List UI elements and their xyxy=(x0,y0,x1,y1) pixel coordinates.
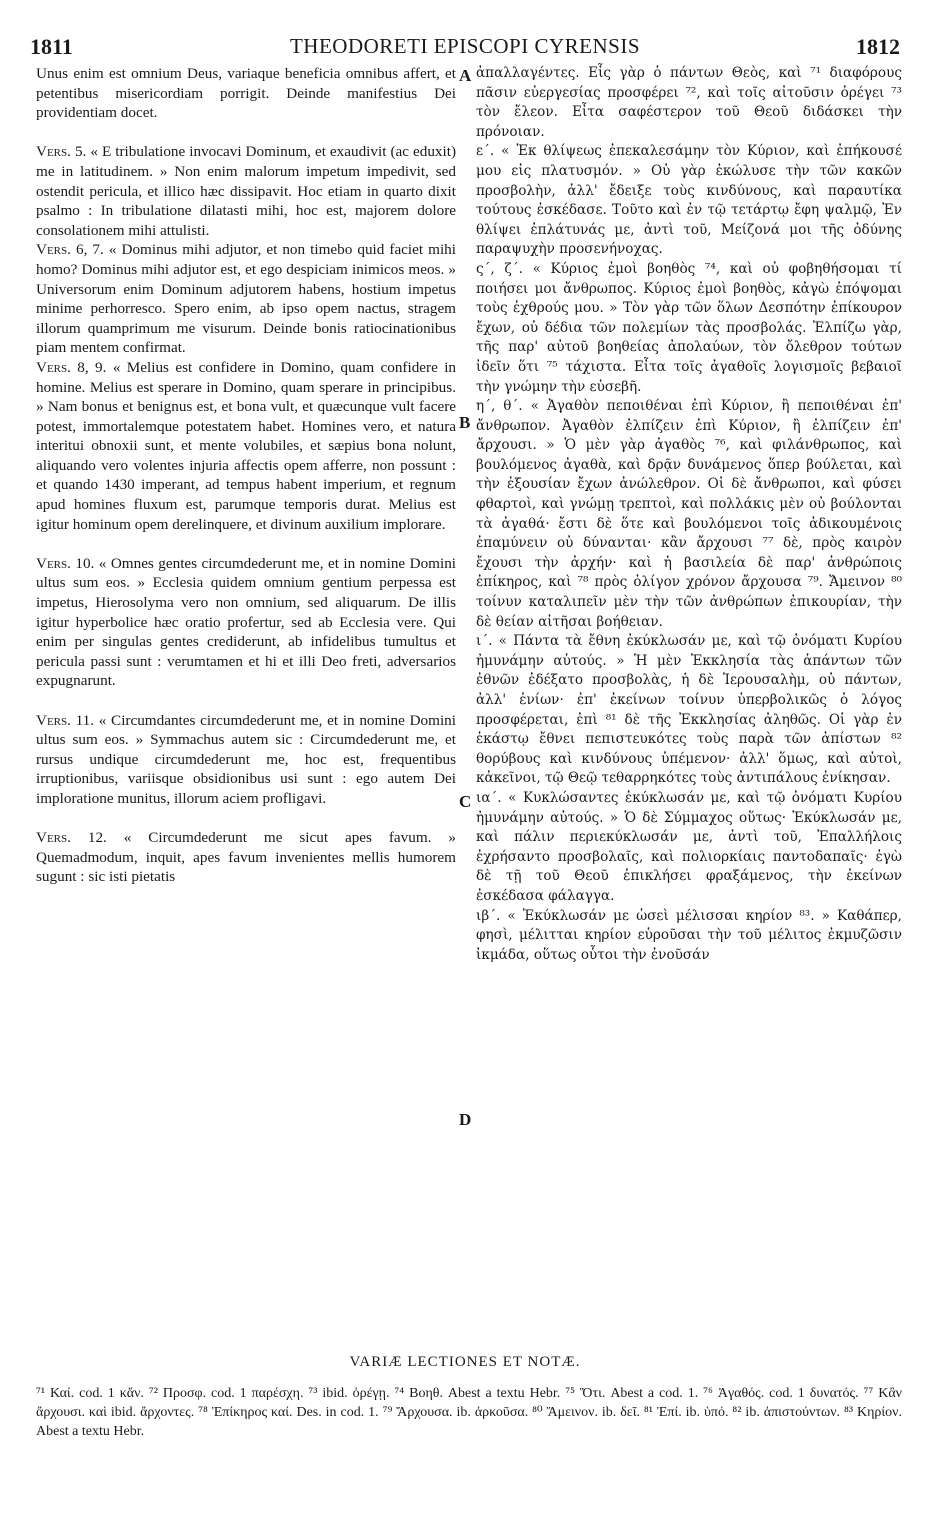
greek-column xyxy=(476,64,902,965)
latin-paragraph xyxy=(36,358,456,534)
verse-label: Vers. 12. xyxy=(36,829,107,847)
verse-label: Vers. 8, 9. xyxy=(36,358,107,376)
latin-paragraph xyxy=(36,64,456,123)
running-title: THEODORETI EPISCOPI CYRENSIS xyxy=(289,34,641,58)
greek-paragraph xyxy=(476,632,902,789)
verse-label: Vers. 6, 7. xyxy=(36,241,104,259)
latin-paragraph xyxy=(36,142,456,240)
greek-paragraph xyxy=(476,397,902,632)
latin-paragraph xyxy=(36,711,456,809)
paragraph-text: « Dominus mihi adjutor, et non timebo quid faciet mihi homo? Dominus mihi adjutor est, et ego despiciam inimicos meos. » Universorum enim Dominum adjutorem habens, hostium impetus minime perhorresco. Spero enim, ab ipso opem nactus, stragem illorum quamprimum me visurum. Deinde bonis ratiocinationibus piam mentem confirmat. xyxy=(36,241,456,357)
latin-paragraph xyxy=(36,828,456,887)
page-number-right: 1812 xyxy=(856,34,900,59)
greek-paragraph xyxy=(476,260,902,397)
paragraph-text: « Circumdantes circumdederunt me, et in nomine Domini ultus sum eos. » Symmachus autem sic : Circumdederunt me, et rursus undique circumdederunt me, hoc est, frequentibus irruptionibus, variisque obsidionibus usi sunt : ego autem Dei imploratione munitus, illorum aciem profligavi. xyxy=(36,711,456,807)
margin-letter-b: B xyxy=(459,413,471,432)
margin-letter-a: A xyxy=(459,66,472,85)
page-header xyxy=(30,34,900,62)
margin-letter-d: D xyxy=(459,1110,472,1129)
paragraph-text: ιβ΄. « Ἐκύκλωσάν με ὡσεὶ μέλισσαι κηρίον ⁸³. » Καθάπερ, φησὶ, μέλιτται κηρίον εὑροῦσαι τὴν τοῦ μέλιτος ἐκμυζῶσιν ἰκμάδα, οὕτως οὗτοι τὴν ἐνοῦσάν xyxy=(476,907,902,963)
paragraph-text: η΄, θ΄. « Ἀγαθὸν πεποιθέναι ἐπὶ Κύριον, ἢ πεποιθέναι ἐπ' ἄνθρωπον. Ἀγαθὸν ἐλπίζειν ἐπὶ Κύριον, ἢ ἐλπίζειν ἐπ' ἄρχουσι. » Ὁ μὲν γὰρ ἀγαθὸς ⁷⁶, καὶ φιλάνθρωπος, καὶ βουλόμενος ἀγαθὰ, καὶ δρᾷν δυνάμενος ὅπερ βούλεται, καὶ τὴν ἐξουσίαν ἔχων ἀνώλεθρον. Οἱ δὲ ἄνθρωποι, καὶ φύσει φθαρτοὶ, καὶ γνώμῃ τρεπτοὶ, καὶ πολλάκις μὲν οὐ βούλονται τὰ ἀγαθά· ἔστι δὲ ὅτε καὶ βουλόμενοι τοῖς ἀδικουμένοις ἐπαμύνειν οὐ δύνανται· κἂν ἄρχουσι ⁷⁷ δὲ, πρὸς καιρὸν ἔχουσι τὴν ἀρχήν· καὶ ἡ βασιλεία δὲ παρ' ἀνθρώποις ἐπίκηρος, καὶ ⁷⁸ πρὸς ὀλίγον χρόνον ἄρχουσα ⁷⁹. Ἄμεινον ⁸⁰ τοίνυν καταλιπεῖν μὲν τὴν τῶν ἀνθρώπων ἐπικουρίαν, τὴν δὲ θείαν αἰτῆσαι βοήθειαν. xyxy=(476,398,902,630)
latin-paragraph xyxy=(36,240,456,358)
paragraph-text: « Melius est confidere in Domino, quam confidere in homine. Melius est sperare in Domino, quam sperare in principibus. » Nam bonus et benignus est, et bona vult, et quæcunque vult facere potest, immortalemque potestatem habet. Homines vero, et natura interitui obnoxii sunt, et mente volubiles, et sæpius bona nolunt, aliquando vero volentes injuria affectis opem afferre, non possunt : et quando 1430 imperant, ad tempus habent imperium, et regnum apud homines fluxum est, parumque temporis durat. Melius est igitur hominum opem derelinquere, et divinum auxilium implorare. xyxy=(36,358,457,533)
page-number-left: 1811 xyxy=(30,34,73,59)
greek-paragraph xyxy=(476,907,902,966)
latin-gap xyxy=(36,123,456,143)
latin-column xyxy=(36,64,456,887)
margin-letter-c: C xyxy=(459,792,472,811)
notes-title: VARIÆ LECTIONES ET NOTÆ. xyxy=(349,1354,581,1370)
latin-paragraph xyxy=(36,554,456,691)
paragraph-text: Unus enim est omnium Deus, variaque beneficia omnibus affert, et petentibus misericordiam porrigit. Deinde manifestius Dei providentiam docet. xyxy=(36,65,456,122)
paragraph-text: « Circumdederunt me sicut apes favum. » Quemadmodum, inquit, apes favum invenientes mellis humorem sugunt : sic isti pietatis xyxy=(36,829,456,886)
paragraph-text: « Omnes gentes circumdederunt me, et in nomine Domini ultus sum eos. » Ecclesia quidem omnium gentium perpessa est impetus, Hierosolyma vero non omnium, sed aliquarum. De illis igitur hyperbolice hæc oratio profertur, sed ab Ecclesia vere. Qui enim per singulas gentes crediderunt, ab infidelibus tumultus et pericula passi sunt : verumtamen et hi et illi Deo freti, adversarios expugnarunt. xyxy=(36,554,457,690)
latin-gap xyxy=(36,534,456,554)
paragraph-text: ι΄. « Πάντα τὰ ἔθνη ἐκύκλωσάν με, καὶ τῷ ὀνόματι Κυρίου ἠμυνάμην αὐτούς. » Ἡ μὲν Ἐκκλησία τὰς ἁπάντων τῶν ἐθνῶν ἐδέξατο προσβολὰς, ἡ δὲ Ἱερουσαλὴμ, οὐ πάντων, ἀλλ' ἐνίων· ἐπ' ἐκείνων τοίνυν ὑπερβολικῶς ὁ λόγος προσφέρεται, ἐπὶ ⁸¹ δὲ τῆς Ἐκκλησίας ἀληθῶς. Οἱ γὰρ ἐν ἑκάστῳ ἔθνει πεπιστευκότες τοὺς παρὰ τῶν ἀπίστων ⁸² θορύβους καὶ κινδύνους ὑπέμενον· ἀλλ' ὅμως, καὶ αὐτοὶ, κἀκεῖνοι, τῷ Θεῷ τεθαρρηκότες τοὺς ἀντιπάλους ἐνίκησαν. xyxy=(476,633,902,787)
paragraph-text: ς΄, ζ΄. « Κύριος ἐμοὶ βοηθὸς ⁷⁴, καὶ οὐ φοβηθήσομαι τί ποιήσει μοι ἄνθρωπος. Κύριος ἐμοὶ βοηθὸς, κἀγὼ ἐπόψομαι τοὺς ἐχθρούς μου. » Τὸν γὰρ τῶν ὅλων Δεσπότην ἐπίκουρον ἔχων, οὐ δέδια τῶν πολεμίων τὰς προσβολάς. Ἐλπίζω γὰρ, τῆς παρ' αὐτοῦ βοηθείας ἀπολαύων, τὸν ὄλεθρον τούτων ἰδεῖν ὅτι ⁷⁵ τάχιστα. Εἶτα τοῖς ἀγαθοῖς λογισμοῖς βεβαιοῖ τὴν γνώμην τὴν εὐσεβῆ. xyxy=(476,260,902,395)
verse-label: Vers. 10. xyxy=(36,554,95,572)
paragraph-text: « E tribulatione invocavi Dominum, et exaudivit (ac eduxit) me in latitudinem. » Non enim malorum impetum impedivit, sed ostendit pericula, et illico hæc dissipavit. Hoc etiam in quarto dixit psalmo : In tribulatione dilatasti mihi, hoc est, majorem dolore consolationem mihi attulisti. xyxy=(36,143,457,239)
latin-gap xyxy=(36,691,456,711)
notes-text: ⁷¹ Καί. cod. 1 κἄν. ⁷² Προσφ. cod. 1 παρέσχη. ⁷³ ibid. ὀρέγῃ. ⁷⁴ Βοηθ. Abest a textu Hebr. ⁷⁵ Ὅτι. Abest a cod. 1. ⁷⁶ Ἀγαθός. cod. 1 δυνατός. ⁷⁷ Κἂν ἄρχουσι. καὶ ibid. ἄρχοντες. ⁷⁸ Ἐπίκηρος καί. Des. in cod. 1. ⁷⁹ Ἄρχουσα. ib. ἀρκοῦσα. ⁸⁰ Ἄμεινον. ib. δεῖ. ⁸¹ Ἐπί. ib. ὑπό. ⁸² ib. ἀπιστούντων. ⁸³ Κηρίον. Abest a textu Hebr. xyxy=(36,1386,902,1439)
paragraph-text: ἀπαλλαγέντες. Εἷς γὰρ ὁ πάντων Θεὸς, καὶ ⁷¹ διαφόρους πᾶσιν εὐεργεσίας προσφέρει ⁷², καὶ τοῖς αἰτοῦσιν ὀρέγει ⁷³ τὸν ἔλεον. Εἶτα σαφέστερον τοῦ Θεοῦ διδάσκει τὴν πρόνοιαν. xyxy=(476,65,902,140)
paragraph-text: ια΄. « Κυκλώσαντες ἐκύκλωσάν με, καὶ τῷ ὀνόματι Κυρίου ἠμυνάμην αὐτούς. » Ὁ δὲ Σύμμαχος οὕτως· Ἐκύκλωσάν με, καὶ πάλιν περιεκύκλωσάν με, ἀντὶ τοῦ, Ἐπαλλήλοις ἐχρήσαντο προσβολαῖς, καὶ πολιορκίαις παντοδαπαῖς· ἐγὼ δὲ τῇ τοῦ Θεοῦ ἐπικλήσει φραξάμενος, τὴν ἐκείνων ἐσκέδασα φάλαγγα. xyxy=(476,789,902,904)
latin-gap xyxy=(36,809,456,829)
greek-paragraph xyxy=(476,789,902,907)
verse-label: Vers. 11. xyxy=(36,711,95,729)
verse-label: Vers. 5. xyxy=(36,143,87,161)
greek-paragraph xyxy=(476,64,902,142)
greek-paragraph xyxy=(476,142,902,260)
paragraph-text: ε΄. « Ἐκ θλίψεως ἐπεκαλεσάμην τὸν Κύριον, καὶ ἐπήκουσέ μου εἰς πλατυσμόν. » Οὐ γὰρ ἐκώλυσε τὴν τῶν κακῶν προσβολὴν, ἀλλ' ἔδειξε τοὺς κινδύνους, καὶ παραυτίκα τούτους ἐσκέδασε. Τοῦτο καὶ ἐν τῷ τετάρτῳ ἔφη ψαλμῷ, Ἐν θλίψει ἐπλάτυνάς με, ἀντὶ τοῦ, Μείζονά μοι τῆς ὀδύνης παραψυχὴν προσενήνοχας. xyxy=(476,143,902,258)
